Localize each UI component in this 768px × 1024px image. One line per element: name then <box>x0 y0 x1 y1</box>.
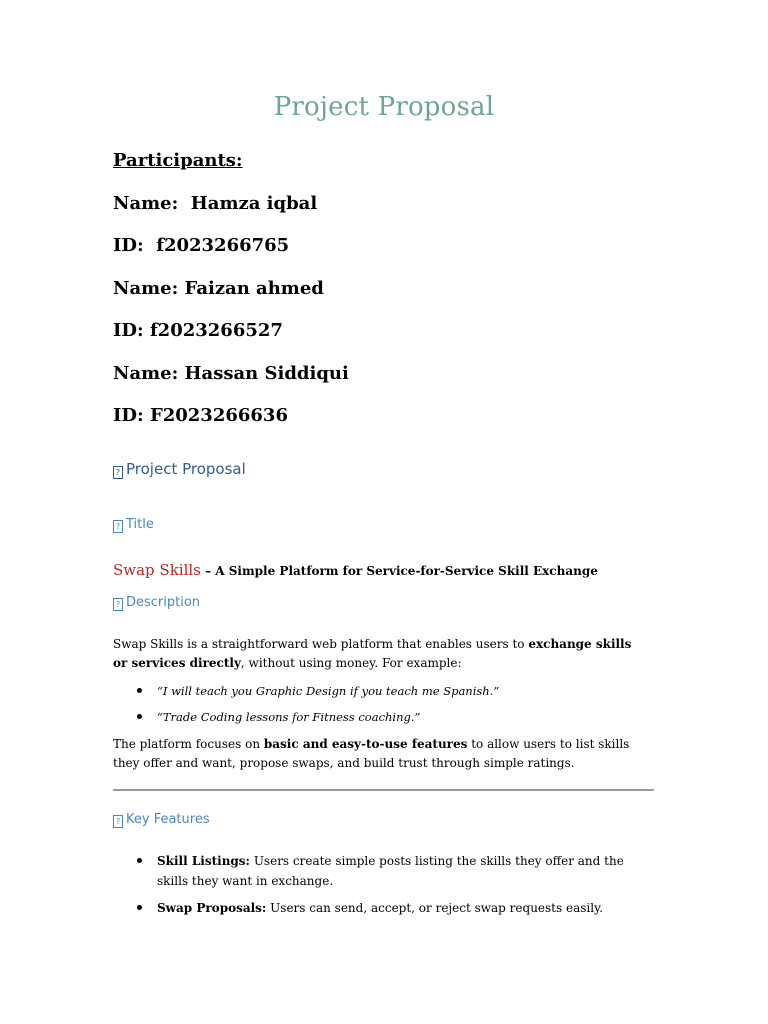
bullet-icon <box>137 858 142 863</box>
description-paragraph-1 <box>113 635 643 673</box>
participant-id: ID: f2023266765 <box>113 235 290 256</box>
missing-glyph-icon: ? <box>113 520 123 533</box>
project-name: Swap Skills <box>113 561 201 579</box>
feature-description: Users create simple posts listing the skills they offer and the skills they want in exchange. <box>157 854 624 888</box>
example-list-item <box>137 707 637 727</box>
text-run-bold: basic and easy-to-use features <box>263 737 468 751</box>
participants-label: Participants: <box>113 150 243 171</box>
feature-label: Skill Listings: <box>157 854 250 868</box>
example-list-item <box>137 681 637 701</box>
participant-id: ID: f2023266527 <box>113 320 283 341</box>
feature-text <box>157 851 637 891</box>
participant-name: Name: Faizan ahmed <box>113 278 324 299</box>
participant-id: ID: F2023266636 <box>113 405 288 426</box>
project-tagline: – A Simple Platform for Service-for-Service Skill Exchange <box>200 564 598 578</box>
feature-description: Users can send, accept, or reject swap requests easily. <box>266 901 604 915</box>
feature-list-item <box>137 898 637 918</box>
horizontal-rule <box>113 789 654 791</box>
section-heading-description <box>113 595 200 611</box>
text-run: The platform focuses on <box>113 737 264 751</box>
missing-glyph-icon: ? <box>113 598 123 611</box>
description-paragraph-2 <box>113 735 643 773</box>
participant-name: Name: Hassan Siddiqui <box>113 363 349 384</box>
bullet-icon <box>137 688 142 693</box>
section-heading-project-proposal <box>113 460 246 479</box>
section-heading-title <box>113 517 154 533</box>
section-heading-label: Description <box>126 595 201 610</box>
feature-label: Swap Proposals: <box>157 901 267 915</box>
section-heading-key-features <box>113 812 210 828</box>
bullet-icon <box>137 714 142 719</box>
text-run-bold: exchange skills or services directly <box>113 637 632 670</box>
text-run: to allow users to list skills they offer and want, propose swaps, and build trust through simple ratings. <box>113 737 630 770</box>
feature-text <box>157 898 637 918</box>
text-run: Swap Skills is a straightforward web platform that enables users to <box>113 637 529 651</box>
bullet-icon <box>137 905 142 910</box>
feature-list-item <box>137 851 637 891</box>
text-run: , without using money. For example: <box>240 656 462 670</box>
section-heading-label: Title <box>126 517 154 532</box>
participant-name: Name: Hamza iqbal <box>113 193 318 214</box>
example-text: “Trade Coding lessons for Fitness coaching.” <box>157 710 421 724</box>
document-title: Project Proposal <box>273 92 495 122</box>
section-heading-label: Project Proposal <box>126 460 246 478</box>
missing-glyph-icon: ? <box>113 815 123 828</box>
missing-glyph-icon: ? <box>113 466 123 479</box>
project-title-line <box>113 560 598 579</box>
section-heading-label: Key Features <box>126 812 210 827</box>
example-text: “I will teach you Graphic Design if you teach me Spanish.” <box>157 684 500 698</box>
